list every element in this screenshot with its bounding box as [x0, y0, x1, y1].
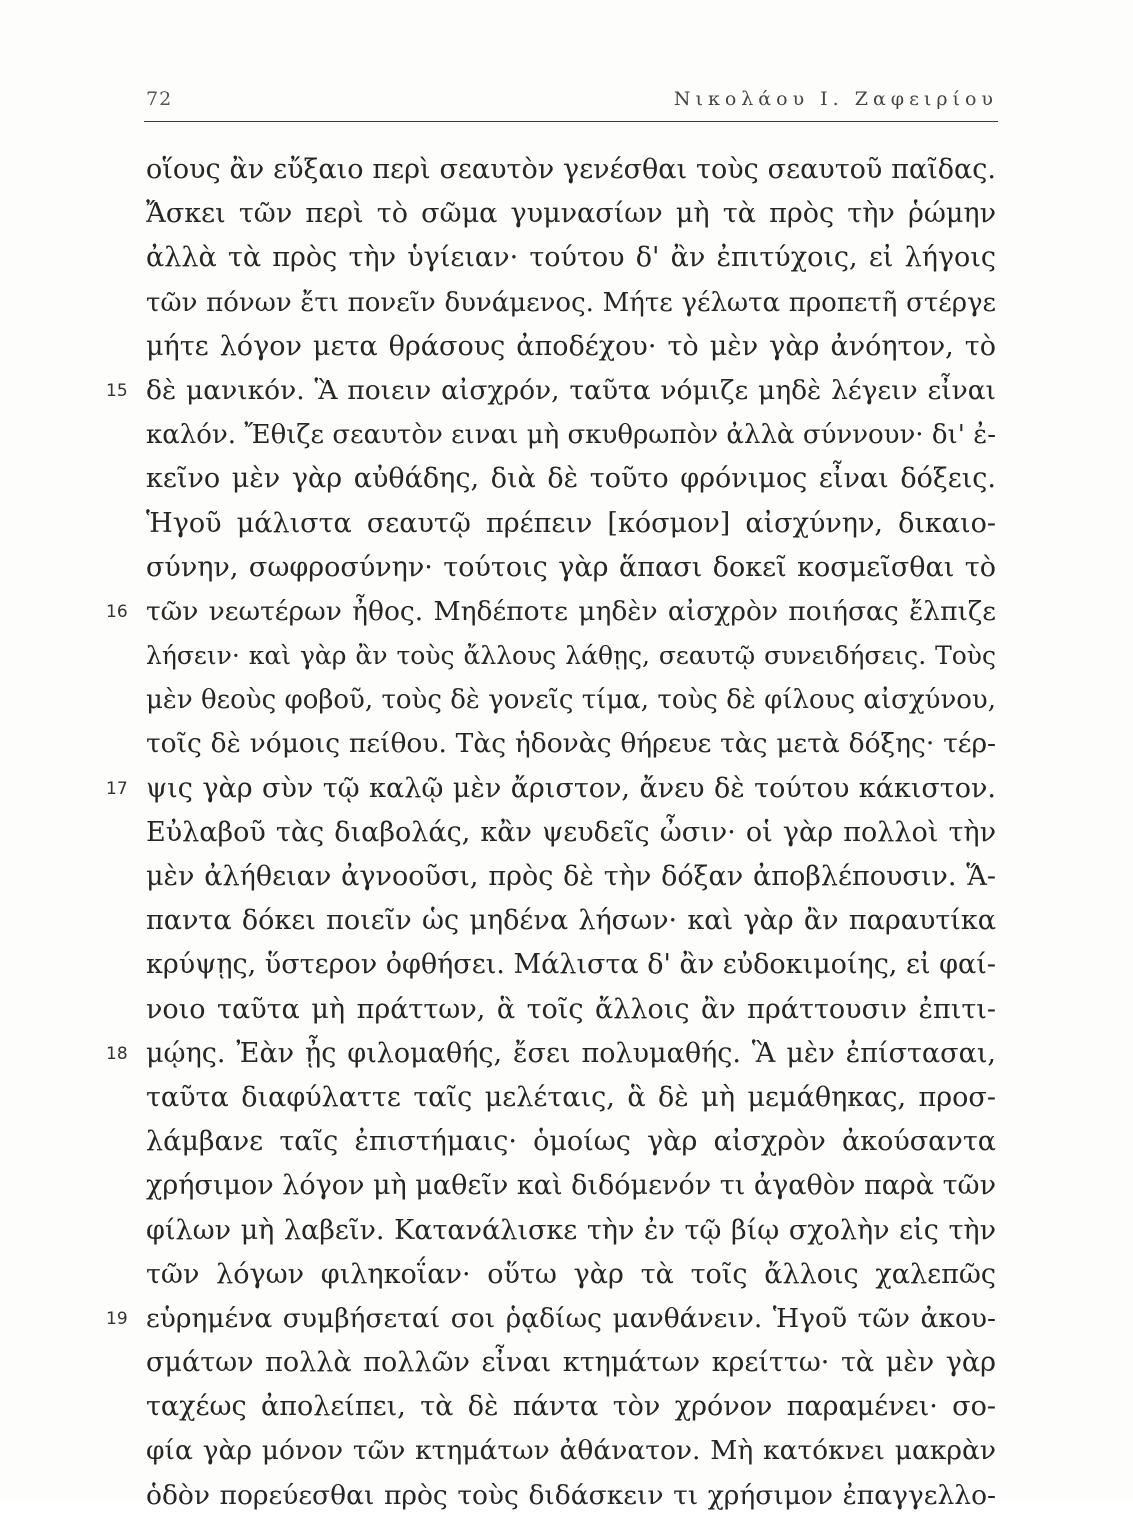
line-text: χρήσιμον λόγον μὴ μαθεῖν καὶ διδόμενόν τι ἀγαθὸν παρὰ τῶν	[146, 1170, 996, 1202]
line-text: κεῖνο μὲν γὰρ αὐθάδης, διὰ δὲ τοῦτο φρόνιμος εἶναι δόξεις.	[146, 463, 996, 495]
line-text: παντα δόκει ποιεῖν ὡς μηδένα λήσων· καὶ γὰρ ἂν παραυτίκα	[146, 905, 996, 937]
line-text: φίλων μὴ λαβεῖν. Κατανάλισκε τὴν ἐν τῷ βίῳ σχολὴν εἰς τὴν	[146, 1214, 996, 1246]
line-text: Εὐλαβοῦ τὰς διαβολάς, κἂν ψευδεῖς ὦσιν· οἱ γὰρ πολλοὶ τὴν	[146, 816, 996, 848]
text-line	[146, 148, 996, 192]
text-line	[106, 767, 996, 811]
text-line	[146, 1120, 996, 1164]
text-line	[146, 988, 996, 1032]
line-text: Ἄσκει τῶν περὶ τὸ σῶμα γυμνασίων μὴ τὰ πρὸς τὴν ῥώμην	[146, 198, 996, 230]
line-text: νοιο ταῦτα μὴ πράττων, ἃ τοῖς ἄλλοις ἂν πράττουσιν ἐπιτι-	[146, 993, 996, 1025]
line-text: ὁδὸν πορεύεσθαι πρὸς τοὺς διδάσκειν τι χρήσιμον ἐπαγγελλο-	[146, 1479, 996, 1511]
line-text: μῴης. Ἐὰν ᾖς φιλομαθής, ἔσει πολυμαθής. Ἃ μὲν ἐπίστασαι,	[146, 1037, 996, 1069]
line-text: ψις γὰρ σὺν τῷ καλῷ μὲν ἄριστον, ἄνευ δὲ τούτου κάκιστον.	[146, 772, 996, 804]
page-number: 72	[146, 88, 173, 110]
line-text: εὑρημένα συμβήσεταί σοι ῥᾳδίως μανθάνειν. Ἡγοῦ τῶν ἀκου-	[146, 1302, 996, 1334]
text-line	[106, 369, 996, 413]
text-line	[146, 546, 996, 590]
line-text: Ἡγοῦ μάλιστα σεαυτῷ πρέπειν [κόσμον] αἰσχύνην, δικαιο-	[146, 507, 996, 539]
text-line	[106, 1032, 996, 1076]
body-text	[106, 148, 996, 1518]
line-text: οἵους ἂν εὔξαιο περὶ σεαυτὸν γενέσθαι τοὺς σεαυτοῦ παῖδας.	[146, 154, 996, 185]
text-line	[146, 943, 996, 987]
section-number: 15	[106, 380, 128, 401]
text-line	[146, 899, 996, 943]
text-line	[146, 1385, 996, 1429]
section-number: 19	[106, 1308, 128, 1329]
line-text: τοῖς δὲ νόμοις πείθου. Τὰς ἡδονὰς θήρευε τὰς μετὰ δόξης· τέρ-	[146, 728, 996, 760]
running-head: Νικολάου Ι. Ζαφειρίου	[673, 88, 998, 110]
text-line	[146, 325, 996, 369]
line-text: ταῦτα διαφύλαττε ταῖς μελέταις, ἃ δὲ μὴ μεμάθηκας, προσ-	[146, 1081, 996, 1113]
line-text: λήσειν· καὶ γὰρ ἂν τοὺς ἄλλους λάθῃς, σεαυτῷ συνειδήσεις. Τοὺς	[146, 641, 996, 671]
line-text: τῶν πόνων ἔτι πονεῖν δυνάμενος. Μήτε γέλωτα προπετῆ στέργε	[146, 287, 996, 318]
text-line	[146, 634, 996, 678]
line-text: ταχέως ἀπολείπει, τὰ δὲ πάντα τὸν χρόνον παραμένει· σο-	[146, 1391, 996, 1423]
line-text: κρύψῃς, ὕστερον ὀφθήσει. Μάλιστα δ' ἂν εὐδοκιμοίης, εἰ φαί-	[146, 949, 996, 981]
line-text: καλόν. Ἔθιζε σεαυτὸν ειναι μὴ σκυθρωπὸν ἀλλὰ σύννουν· δι' ἐ-	[146, 420, 996, 451]
text-line	[146, 1429, 996, 1473]
text-line	[146, 855, 996, 899]
text-line	[146, 457, 996, 501]
text-line	[146, 1164, 996, 1208]
line-text: λάμβανε ταῖς ἐπιστήμαις· ὁμοίως γὰρ αἰσχρὸν ἀκούσαντα	[146, 1126, 996, 1158]
text-line	[146, 192, 996, 236]
line-text: μὲν ἀλήθειαν ἀγνοοῦσι, πρὸς δὲ τὴν δόξαν ἀποβλέπουσιν. Ἅ-	[146, 861, 996, 892]
text-line	[146, 236, 996, 280]
text-line	[146, 1474, 996, 1518]
header-rule	[144, 121, 998, 122]
text-line	[146, 1341, 996, 1385]
line-text: ἀλλὰ τὰ πρὸς τὴν ὑγίειαν· τούτου δ' ἂν ἐπιτύχοις, εἰ λήγοις	[146, 242, 996, 274]
text-line	[146, 281, 996, 325]
text-line	[146, 413, 996, 457]
text-line	[146, 678, 996, 722]
page-header	[146, 88, 998, 112]
line-text: φία γὰρ μόνον τῶν κτημάτων ἀθάνατον. Μὴ κατόκνει μακρὰν	[146, 1435, 996, 1467]
text-line	[146, 1076, 996, 1120]
text-line	[146, 722, 996, 766]
section-number: 18	[106, 1043, 128, 1064]
line-text: σύνην, σωφροσύνην· τούτοις γὰρ ἅπασι δοκεῖ κοσμεῖσθαι τὸ	[146, 551, 996, 583]
text-line	[106, 1297, 996, 1341]
line-text: σμάτων πολλὰ πολλῶν εἶναι κτημάτων κρείττω· τὰ μὲν γὰρ	[146, 1347, 996, 1379]
text-line	[106, 590, 996, 634]
line-text: δὲ μανικόν. Ἃ ποιειν αἰσχρόν, ταῦτα νόμιζε μηδὲ λέγειν εἶναι	[146, 374, 996, 406]
section-number: 17	[106, 778, 128, 799]
line-text: τῶν λόγων φιληκοΐαν· οὕτω γὰρ τὰ τοῖς ἄλλοις χαλεπῶς	[146, 1258, 996, 1290]
text-line	[146, 811, 996, 855]
line-text: μήτε λόγον μετα θράσους ἀποδέχου· τὸ μὲν γὰρ ἀνόητον, τὸ	[146, 330, 996, 362]
line-text: μὲν θεοὺς φοβοῦ, τοὺς δὲ γονεῖς τίμα, τοὺς δὲ φίλους αἰσχύνου,	[146, 685, 996, 716]
text-line	[146, 1253, 996, 1297]
text-line	[146, 1209, 996, 1253]
text-line	[146, 502, 996, 546]
section-number: 16	[106, 601, 128, 622]
line-text: τῶν νεωτέρων ἦθος. Μηδέποτε μηδὲν αἰσχρὸν ποιήσας ἔλπιζε	[146, 595, 996, 627]
